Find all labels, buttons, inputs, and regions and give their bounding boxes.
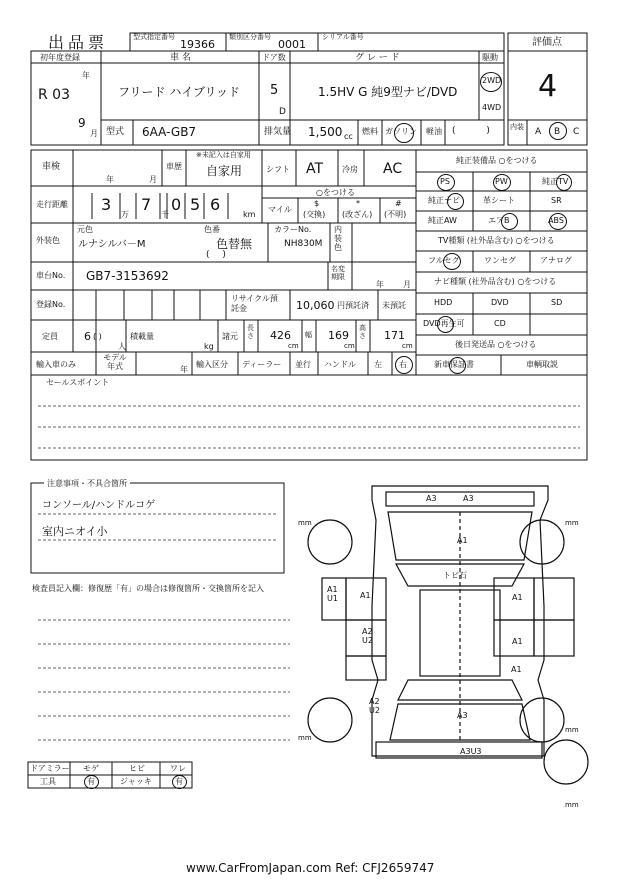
model-cert-value: 19366 [180, 38, 215, 51]
import-class-label: 輸入区分 [196, 360, 228, 369]
mileage-digit-3: 0 [171, 195, 182, 214]
width-cm: cm [344, 342, 355, 350]
mileage-check-label: ○をつける [316, 188, 355, 197]
height-cm: cm [402, 342, 413, 350]
name-change-month: 月 [403, 280, 411, 289]
capacity-label: 定員 [42, 332, 58, 341]
equip-sr: SR [551, 196, 562, 205]
length-label: 長さ [247, 324, 254, 340]
model-year-label: モデル年式 [103, 353, 127, 371]
jack-label: ジャッキ [120, 777, 152, 786]
damage-mark-right-front-door: A1 [512, 593, 523, 602]
mileage-digit-1: 3 [101, 195, 112, 214]
first-reg-label: 初年度登録 [40, 53, 80, 62]
height-label: 高さ [359, 324, 366, 340]
ext-color-value: ルナシルバ－M [78, 239, 146, 250]
damage-mark-rear-bumper: A3U3 [460, 747, 482, 756]
mileage-digit-4: 5 [190, 195, 201, 214]
navi-sd: SD [551, 298, 563, 307]
tamper-symbol: * [356, 199, 360, 208]
drive-label: 駆動 [482, 53, 498, 62]
first-reg-year: R 03 [38, 87, 70, 103]
equip-navi-circle [447, 193, 464, 210]
color-no-value: NH830M [284, 239, 323, 249]
chassis-value: GB7-3153692 [86, 269, 169, 283]
navi-hdd: HDD [434, 298, 453, 307]
man-unit: 万 [121, 210, 129, 219]
door-d: D [279, 107, 286, 117]
reg-no-label: 登録No. [36, 300, 66, 309]
dims-label: 諸元 [222, 332, 238, 341]
parallel-option: 並行 [295, 360, 311, 369]
year-unit: 年 [82, 71, 90, 80]
navi-header: ナビ種類 (社外品含む) ○をつける [434, 277, 557, 286]
name-change-label: 名変期限 [331, 265, 345, 282]
damage-mark-front-bumper-2: A3 [463, 494, 474, 503]
type-label: 型式 [106, 127, 125, 137]
tv-fullseg: フルセグ [428, 256, 460, 265]
navi-dvd-play-circle [437, 316, 454, 333]
inspection-month-unit: 月 [149, 175, 157, 184]
interior-b-circle [549, 122, 567, 140]
width-label: 幅 [305, 331, 312, 339]
door-count: 5 [270, 83, 279, 98]
type-value: 6AA-GB7 [142, 125, 197, 139]
mirror-hibi: ヒビ [129, 764, 145, 773]
km-unit: km [243, 210, 256, 219]
tire-mm-front-right: mm [565, 519, 579, 527]
handle-label: ハンドル [324, 360, 356, 369]
interior-c: C [573, 127, 580, 137]
model-cert-label: 型式指定番号 [133, 33, 175, 41]
unknown-symbol: # [395, 199, 402, 208]
damage-mark-hood: A1 [457, 536, 468, 545]
tv-fullseg-circle [443, 253, 461, 270]
grade-score: 4 [538, 69, 558, 104]
capacity-paren: ( ) [93, 332, 102, 341]
cc-unit: cc [344, 132, 353, 141]
tire-mm-rear-left: mm [298, 734, 312, 742]
dealer-option: ディーラー [242, 360, 282, 369]
navi-dvd-play: DVD再生可 [423, 319, 465, 328]
shift-label: シフト [266, 165, 290, 174]
notes-line-1: コンソール/ハンドルコゲ [42, 500, 156, 511]
equip-header: 純正装備品 ○をつける [456, 156, 538, 165]
exchange-option: (交換) [303, 210, 326, 219]
navi-cd: CD [494, 319, 506, 328]
damage-mark-rear-hatch: A3 [457, 711, 468, 720]
car-name-label: 車 名 [170, 53, 191, 63]
inspector-note-label: 検査員記入欄：修復歴「有」の場合は修復箇所・交換箇所を記入 [32, 584, 264, 593]
usage-value: 自家用 [206, 164, 243, 178]
orig-color-label: 元色 [77, 225, 93, 234]
fuel-gas-circle [394, 123, 414, 143]
unknown-option: (不明) [384, 210, 407, 219]
handle-right: 右 [399, 360, 407, 369]
ac-label: 冷房 [342, 165, 358, 174]
model-year-unit: 年 [180, 365, 188, 374]
jack-value: 有 [175, 777, 183, 786]
equip-airbag: エアB [488, 216, 510, 225]
car-name: フリード ハイブリッド [118, 85, 241, 99]
recycle-value: 10,060 [296, 299, 335, 312]
height-value: 171 [384, 329, 405, 342]
length-value: 426 [270, 329, 291, 342]
tire-mm-rear-right: mm [565, 726, 579, 734]
handle-right-circle [395, 356, 413, 374]
equip-tv-circle [556, 174, 572, 191]
tv-oneseg: ワンセグ [484, 256, 516, 265]
repaint-value: 色替無 [216, 237, 253, 251]
grade-value: 1.5HV G 純9型ナビ/DVD [318, 85, 458, 99]
drive-4wd: 4WD [482, 103, 502, 112]
fuel-diesel: 軽油 [426, 127, 442, 136]
inspection-year-unit: 年 [106, 175, 114, 184]
sen-unit: 千 [161, 210, 169, 219]
mileage-digit-5: 6 [210, 195, 221, 214]
doors-label: ドア数 [262, 53, 286, 62]
equip-abs-circle [549, 213, 567, 230]
equip-pw: PW [495, 177, 508, 186]
persons-unit: 人 [118, 342, 126, 351]
equip-pw-circle [493, 174, 511, 191]
damage-mark-left-quarter-a: A2 [369, 697, 380, 706]
damage-mark-right-quarter: A1 [511, 665, 522, 674]
damage-mark-left-fender-a: A1 [327, 585, 338, 594]
mirror-ware: ワレ [170, 764, 186, 773]
month-unit: 月 [90, 129, 98, 138]
class-value: 0001 [278, 38, 306, 51]
damage-mark-left-quarter-u: U2 [369, 706, 380, 715]
drive-2wd-circle [480, 72, 502, 92]
later-manual: 車輌取説 [526, 360, 558, 369]
navi-dvd: DVD [491, 298, 509, 307]
fuel-label: 燃料 [362, 127, 378, 136]
exchange-symbol: $ [314, 199, 320, 208]
first-reg-month: 9 [78, 116, 86, 130]
kg-unit: kg [204, 342, 214, 351]
footer-watermark: www.CarFromJapan.com Ref: CFJ2659747 [186, 861, 435, 875]
tamper-option: (改ざん) [342, 210, 373, 219]
later-warranty: 新車保証書 [434, 360, 474, 369]
recycle-label: リサイクル預託金 [231, 294, 278, 313]
equip-airbag-circle [501, 213, 518, 230]
tire-mm-front-left: mm [298, 519, 312, 527]
chassis-label: 車台No. [36, 271, 66, 280]
damage-mark-front-bumper-1: A3 [426, 494, 437, 503]
recycle-unit: 円預託済 [337, 301, 369, 310]
jack-circle [172, 775, 187, 789]
usage-note: ※未記入は自家用 [196, 151, 251, 159]
capacity-value: 6 [84, 330, 91, 343]
later-header: 後日発送品 ○をつける [455, 340, 537, 349]
name-change-year: 年 [376, 280, 384, 289]
damage-mark-left-fender-u: U1 [327, 594, 338, 603]
damage-mark-right-rear-door: A1 [512, 637, 523, 646]
damage-mark-left-rear-door-u: U2 [362, 636, 373, 645]
fuel-gas: ガソリン [385, 127, 417, 136]
later-warranty-circle [449, 357, 466, 374]
serial-label: シリアル番号 [322, 33, 364, 41]
equip-abs: ABS [548, 216, 564, 225]
mirror-moge: モゲ [83, 764, 99, 773]
length-cm: cm [288, 342, 299, 350]
tools-circle [84, 775, 99, 789]
inspection-label: 車検 [42, 162, 61, 172]
equip-aw: 純正AW [428, 216, 457, 225]
equip-ps-circle [437, 174, 455, 191]
interior-a: A [535, 127, 542, 137]
equip-navi: 純正ナビ [428, 196, 460, 205]
equip-leather: 革シート [483, 196, 515, 205]
shift-value: AT [306, 161, 324, 177]
int-color-label: 内装色 [334, 225, 342, 252]
import-label: 輸入車のみ [36, 360, 76, 369]
ext-color-label: 外装色 [36, 236, 60, 245]
recycle-unpaid: 未預託 [382, 301, 406, 310]
equip-ps: PS [440, 177, 450, 186]
tire-mm-spare: mm [565, 801, 579, 809]
repaint-paren: ( ) [206, 250, 226, 260]
interior-label: 内装 [510, 123, 524, 131]
grade-score-label: 評価点 [532, 37, 562, 48]
damage-mark-left-front-door: A1 [360, 591, 371, 600]
notes-line-2: 室内ニオイ小 [42, 525, 108, 538]
damage-mark-windshield: トビ石 [443, 571, 467, 580]
displacement-label: 排気量 [264, 127, 292, 137]
interior-b: B [554, 127, 561, 137]
sales-point-label: セールスポイント [46, 378, 110, 387]
usage-label: 車歴 [166, 162, 182, 171]
width-value: 169 [328, 329, 349, 342]
mileage-label: 走行距離 [36, 200, 68, 209]
fuel-paren: ( ) [452, 126, 490, 136]
tv-header: TV種類 (社外品含む) ○をつける [438, 236, 555, 245]
tools-value: 有 [87, 777, 95, 786]
color-num-label: 色番 [204, 225, 220, 234]
grade-label: グ レ ー ド [355, 53, 400, 63]
tools-label: 工具 [40, 777, 56, 786]
class-label: 類別区分番号 [229, 33, 271, 41]
door-mirror-label: ドアミラー [30, 764, 70, 773]
form-title: 出品票 [48, 33, 109, 52]
mile-option: マイル [268, 205, 292, 214]
load-label: 積載量 [130, 332, 154, 341]
equip-tv: 純正TV [542, 177, 569, 186]
handle-left: 左 [374, 360, 382, 369]
displacement-value: 1,500 [308, 125, 343, 139]
notes-label: 注意事項・不具合箇所 [44, 480, 130, 488]
color-no-label: カラーNo. [274, 225, 312, 234]
mileage-digit-2: 7 [141, 195, 152, 214]
ac-value: AC [383, 161, 403, 177]
tv-analog: アナログ [540, 256, 572, 265]
damage-mark-left-rear-door-a: A2 [362, 627, 373, 636]
drive-2wd: 2WD [482, 76, 502, 85]
